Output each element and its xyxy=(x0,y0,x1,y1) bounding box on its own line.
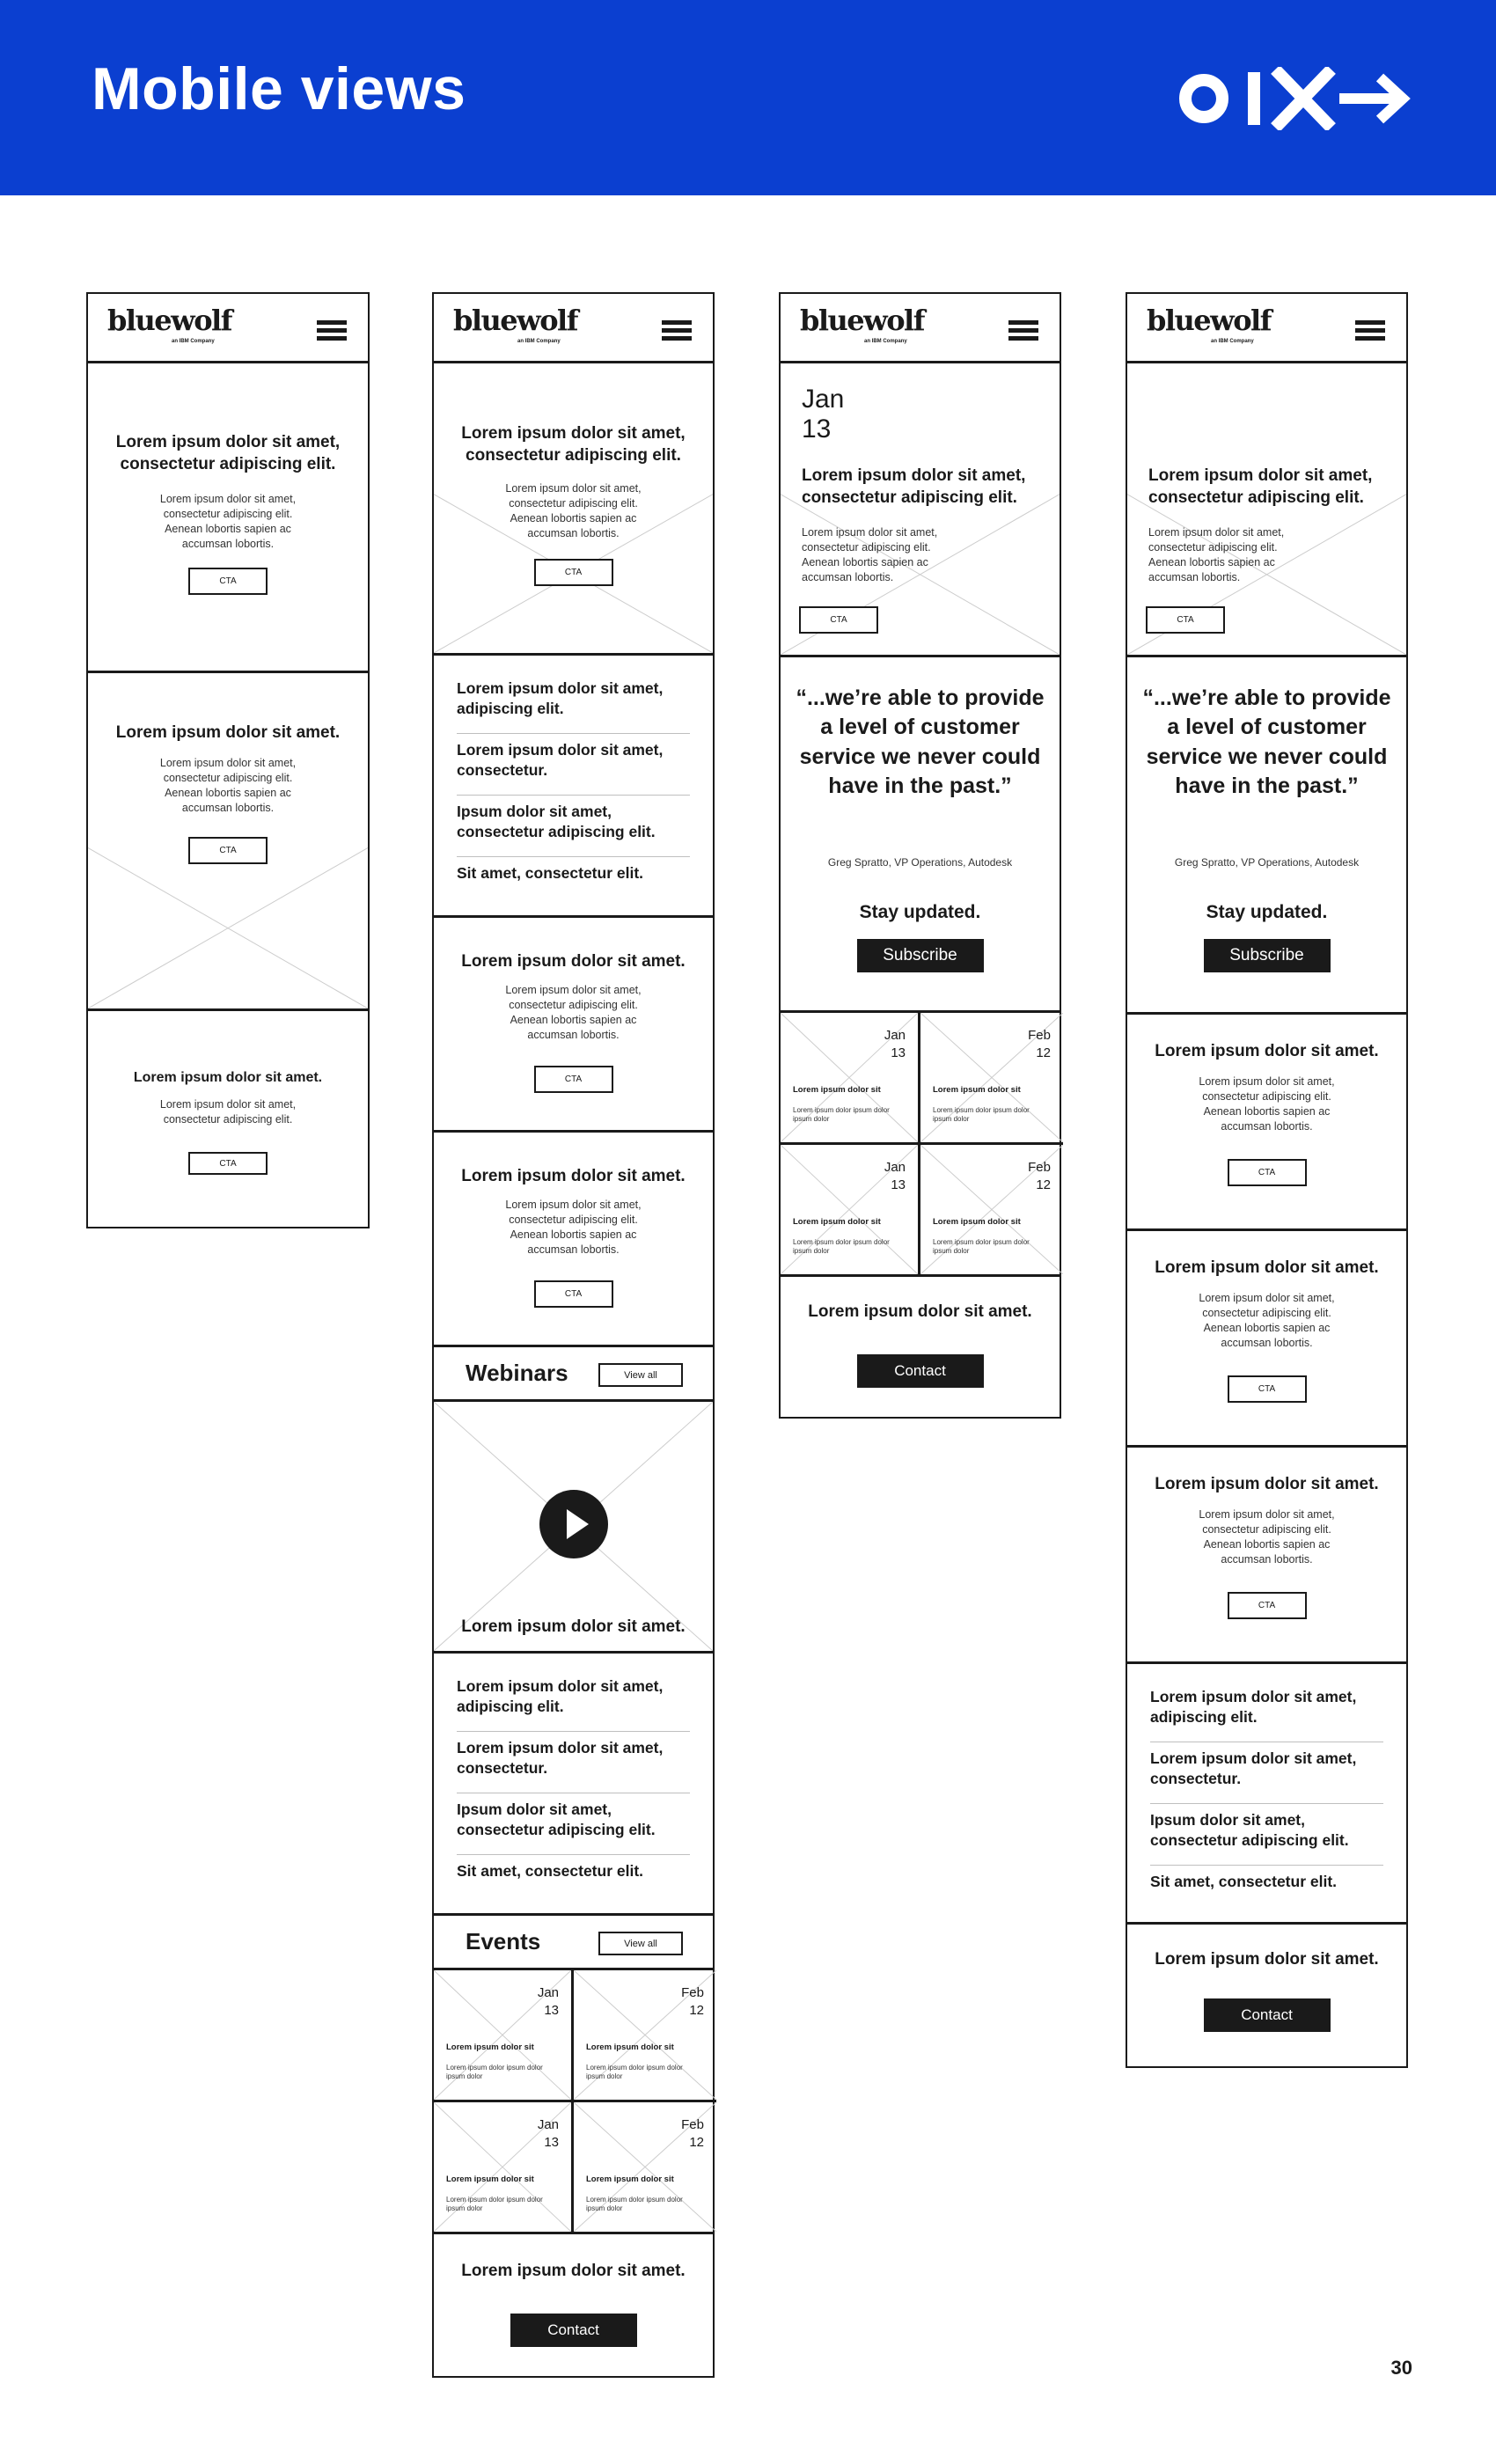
cta-button[interactable]: CTA xyxy=(534,1280,613,1308)
section-title: Lorem ipsum dolor sit amet. xyxy=(1155,1475,1379,1493)
hero-section xyxy=(781,361,1060,655)
section-title: Lorem ipsum dolor sit amet. xyxy=(115,723,341,742)
section-text: Lorem ipsum dolor sit amet, consectetur adipiscing elit. Aenean lobortis sapien ac accumsan lobortis. xyxy=(1199,1508,1335,1566)
brand-subtitle: an IBM Company xyxy=(1211,339,1254,344)
events-title: Events xyxy=(466,1928,541,1954)
cta-button[interactable]: CTA xyxy=(188,837,268,864)
nav-bar xyxy=(781,294,1060,361)
hero-text: Lorem ipsum dolor sit amet, consectetur adipiscing elit. Aenean lobortis sapien ac accumsan lobortis. xyxy=(159,493,297,550)
event-title: Lorem ipsum dolor sit xyxy=(446,2042,534,2052)
event-card[interactable] xyxy=(574,1970,716,2100)
list-item[interactable]: Ipsum dolor sit amet, consectetur adipiscing elit. xyxy=(457,1800,656,1838)
hero-section xyxy=(88,361,368,671)
hero-title: Lorem ipsum dolor sit amet, consectetur adipiscing elit. xyxy=(1148,466,1373,507)
cta-button[interactable]: CTA xyxy=(188,1152,268,1175)
event-subtitle: Lorem ipsum dolor ipsum dolor ipsum dolor xyxy=(933,1106,1030,1124)
page-title: Mobile views xyxy=(92,55,466,122)
mobile-view-2 xyxy=(432,292,715,2378)
brand-subtitle: an IBM Company xyxy=(517,339,561,344)
view-all-button[interactable]: View all xyxy=(598,1363,683,1387)
content-section xyxy=(434,1130,713,1345)
view-all-button[interactable]: View all xyxy=(598,1932,683,1955)
list-item[interactable]: Ipsum dolor sit amet, consectetur adipiscing elit. xyxy=(457,803,656,840)
event-date: Jan 13 xyxy=(802,385,845,444)
menu-icon[interactable] xyxy=(1008,320,1038,341)
list-item[interactable]: Sit amet, consectetur elit. xyxy=(457,864,644,882)
content-section xyxy=(88,1008,368,1230)
event-title: Lorem ipsum dolor sit xyxy=(793,1217,881,1227)
mobile-view-4 xyxy=(1126,292,1408,2068)
cta-button[interactable]: CTA xyxy=(799,606,878,634)
play-icon[interactable] xyxy=(539,1490,608,1558)
section-text: Lorem ipsum dolor sit amet, consectetur adipiscing elit. Aenean lobortis sapien ac accumsan lobortis. xyxy=(1199,1292,1335,1349)
mobile-view-1 xyxy=(86,292,370,1228)
section-text: Lorem ipsum dolor sit amet, consectetur adipiscing elit. Aenean lobortis sapien ac accumsan lobortis. xyxy=(505,1199,642,1256)
webinar-video xyxy=(434,1399,713,1651)
event-subtitle: Lorem ipsum dolor ipsum dolor ipsum dolor xyxy=(793,1106,890,1124)
subscribe-button[interactable]: Subscribe xyxy=(1204,939,1331,972)
cta-button[interactable]: CTA xyxy=(1228,1159,1307,1186)
page-header xyxy=(0,0,1496,195)
newsletter-title: Stay updated. xyxy=(859,902,981,922)
event-day: 12 xyxy=(689,2134,704,2150)
list-item[interactable]: Lorem ipsum dolor sit amet, adipiscing elit. xyxy=(1150,1688,1357,1726)
event-card[interactable] xyxy=(920,1013,1063,1142)
hero-text: Lorem ipsum dolor sit amet, consectetur adipiscing elit. Aenean lobortis sapien ac accumsan lobortis. xyxy=(1148,526,1285,583)
event-date xyxy=(538,1984,559,2019)
menu-icon[interactable] xyxy=(317,320,347,341)
cta-button[interactable]: CTA xyxy=(534,559,613,586)
subscribe-button[interactable]: Subscribe xyxy=(857,939,984,972)
event-subtitle: Lorem ipsum dolor ipsum dolor ipsum dolor xyxy=(446,2196,543,2213)
events-grid xyxy=(781,1010,1060,1274)
section-text: Lorem ipsum dolor sit amet, consectetur adipiscing elit. Aenean lobortis sapien ac accumsan lobortis. xyxy=(1199,1075,1335,1133)
event-card[interactable] xyxy=(574,2100,716,2232)
list-item[interactable]: Lorem ipsum dolor sit amet, adipiscing elit. xyxy=(457,1677,664,1715)
list-item[interactable]: Sit amet, consectetur elit. xyxy=(1150,1873,1338,1890)
content-section xyxy=(1127,1228,1406,1445)
section-title: Lorem ipsum dolor sit amet. xyxy=(461,952,686,971)
list-item[interactable]: Lorem ipsum dolor sit amet, consectetur. xyxy=(457,1739,664,1777)
hero-title: Lorem ipsum dolor sit amet, consectetur adipiscing elit. xyxy=(461,424,686,465)
divider xyxy=(457,1731,690,1732)
event-month: Jan xyxy=(884,1028,906,1043)
brand-logo: bluewolf xyxy=(453,304,577,337)
cta-button[interactable]: CTA xyxy=(534,1066,613,1093)
testimonial-author: Greg Spratto, VP Operations, Autodesk xyxy=(1174,856,1360,869)
content-section xyxy=(88,671,368,1008)
webinars-title: Webinars xyxy=(466,1360,568,1386)
events-grid xyxy=(434,1968,713,2232)
event-title: Lorem ipsum dolor sit xyxy=(446,2174,534,2184)
nav-bar xyxy=(1127,294,1406,361)
list-item[interactable]: Ipsum dolor sit amet, consectetur adipiscing elit. xyxy=(1150,1811,1349,1849)
event-date xyxy=(1028,1027,1051,1061)
event-title: Lorem ipsum dolor sit xyxy=(586,2042,674,2052)
event-date xyxy=(1028,1159,1051,1193)
divider xyxy=(457,733,690,734)
mobile-view-3 xyxy=(779,292,1061,1419)
section-title: Lorem ipsum dolor sit amet. xyxy=(461,1167,686,1185)
event-subtitle: Lorem ipsum dolor ipsum dolor ipsum dolor xyxy=(586,2196,683,2213)
contact-section xyxy=(781,1274,1060,1420)
link-list xyxy=(434,653,713,915)
event-date xyxy=(681,2116,704,2151)
section-title: Lorem ipsum dolor sit amet. xyxy=(133,1070,323,1085)
event-card[interactable] xyxy=(434,1970,574,2100)
webinars-header xyxy=(434,1345,713,1399)
event-card[interactable] xyxy=(781,1013,920,1142)
contact-section xyxy=(1127,1922,1406,2070)
oix-logo-icon xyxy=(1177,67,1415,130)
newsletter-title: Stay updated. xyxy=(1206,902,1328,922)
webinar-title: Lorem ipsum dolor sit amet. xyxy=(461,1617,686,1636)
section-text: Lorem ipsum dolor sit amet, consectetur adipiscing elit. Aenean lobortis sapien ac accumsan lobortis. xyxy=(505,984,642,1041)
divider xyxy=(1150,1803,1383,1804)
events-header xyxy=(434,1913,713,1968)
event-card[interactable] xyxy=(434,2100,574,2232)
event-month: Feb xyxy=(681,2117,704,2132)
nav-bar xyxy=(434,294,713,361)
event-month: Feb xyxy=(1028,1028,1051,1043)
divider xyxy=(1150,1865,1383,1866)
event-title: Lorem ipsum dolor sit xyxy=(793,1085,881,1095)
contact-button[interactable]: Contact xyxy=(510,2314,637,2347)
contact-title: Lorem ipsum dolor sit amet. xyxy=(1155,1950,1379,1969)
brand-logo: bluewolf xyxy=(1147,304,1271,337)
event-day: 12 xyxy=(689,2002,704,2018)
event-day: 13 xyxy=(544,2134,559,2150)
event-month: Jan xyxy=(537,1985,559,2000)
menu-icon[interactable] xyxy=(662,320,692,341)
event-month: Jan xyxy=(537,2117,559,2132)
list-item[interactable]: Lorem ipsum dolor sit amet, consectetur. xyxy=(1150,1749,1357,1787)
contact-section xyxy=(434,2232,713,2380)
event-subtitle: Lorem ipsum dolor ipsum dolor ipsum dolor xyxy=(586,2064,683,2081)
event-day: 13 xyxy=(544,2002,559,2018)
list-item[interactable]: Sit amet, consectetur elit. xyxy=(457,1862,644,1880)
contact-button[interactable]: Contact xyxy=(1204,1998,1331,2032)
event-title: Lorem ipsum dolor sit xyxy=(586,2174,674,2184)
brand-logo: bluewolf xyxy=(800,304,924,337)
page-number: 30 xyxy=(1390,2357,1412,2379)
event-date xyxy=(538,2116,559,2151)
event-card[interactable] xyxy=(920,1142,1063,1274)
testimonial-quote: “...we’re able to provide a level of customer service we never could have in the past.” xyxy=(1142,686,1391,798)
brand-logo: bluewolf xyxy=(107,304,231,337)
section-title: Lorem ipsum dolor sit amet. xyxy=(1155,1042,1379,1060)
link-list xyxy=(1127,1661,1406,1922)
testimonial-quote: “...we’re able to provide a level of customer service we never could have in the past.” xyxy=(796,686,1045,798)
event-day: 13 xyxy=(891,1177,906,1192)
cta-button[interactable]: CTA xyxy=(1228,1592,1307,1619)
event-subtitle: Lorem ipsum dolor ipsum dolor ipsum dolor xyxy=(446,2064,543,2081)
list-item[interactable]: Lorem ipsum dolor sit amet, adipiscing elit. xyxy=(457,679,664,717)
link-list xyxy=(434,1651,713,1913)
event-day: 13 xyxy=(891,1045,906,1060)
event-date xyxy=(884,1159,906,1193)
list-item[interactable]: Lorem ipsum dolor sit amet, consectetur. xyxy=(457,741,664,779)
event-date xyxy=(681,1984,704,2019)
cta-button[interactable]: CTA xyxy=(1228,1375,1307,1403)
event-month: Feb xyxy=(681,1985,704,2000)
event-subtitle: Lorem ipsum dolor ipsum dolor ipsum dolor xyxy=(933,1238,1030,1256)
section-title: Lorem ipsum dolor sit amet. xyxy=(1155,1258,1379,1277)
cta-button[interactable]: CTA xyxy=(188,568,268,595)
brand-subtitle: an IBM Company xyxy=(864,339,907,344)
cta-button[interactable]: CTA xyxy=(1146,606,1225,634)
divider xyxy=(457,795,690,796)
event-month: Jan xyxy=(884,1160,906,1175)
hero-text: Lorem ipsum dolor sit amet, consectetur adipiscing elit. Aenean lobortis sapien ac accumsan lobortis. xyxy=(505,482,642,539)
divider xyxy=(457,1854,690,1855)
contact-title: Lorem ipsum dolor sit amet. xyxy=(461,2262,686,2280)
divider xyxy=(457,856,690,857)
hero-section xyxy=(1127,361,1406,655)
contact-button[interactable]: Contact xyxy=(857,1354,984,1388)
testimonial-author: Greg Spratto, VP Operations, Autodesk xyxy=(827,856,1013,869)
contact-title: Lorem ipsum dolor sit amet. xyxy=(808,1302,1032,1321)
content-section xyxy=(1127,1012,1406,1228)
hero-section xyxy=(434,361,713,653)
section-text: Lorem ipsum dolor sit amet, consectetur adipiscing elit. xyxy=(159,1098,297,1126)
event-title: Lorem ipsum dolor sit xyxy=(933,1085,1021,1095)
event-card[interactable] xyxy=(781,1142,920,1274)
event-day: 12 xyxy=(1036,1177,1051,1192)
hero-title: Lorem ipsum dolor sit amet, consectetur adipiscing elit. xyxy=(115,433,341,473)
content-section xyxy=(1127,1445,1406,1661)
hero-title: Lorem ipsum dolor sit amet, consectetur adipiscing elit. xyxy=(802,466,1026,507)
testimonial-section xyxy=(1127,655,1406,1012)
event-subtitle: Lorem ipsum dolor ipsum dolor ipsum dolor xyxy=(793,1238,890,1256)
content-section xyxy=(434,915,713,1130)
event-title: Lorem ipsum dolor sit xyxy=(933,1217,1021,1227)
event-month: Feb xyxy=(1028,1160,1051,1175)
nav-bar xyxy=(88,294,368,361)
section-text: Lorem ipsum dolor sit amet, consectetur adipiscing elit. Aenean lobortis sapien ac accumsan lobortis. xyxy=(159,757,297,814)
event-day: 12 xyxy=(1036,1045,1051,1060)
event-date xyxy=(884,1027,906,1061)
hero-text: Lorem ipsum dolor sit amet, consectetur adipiscing elit. Aenean lobortis sapien ac accumsan lobortis. xyxy=(802,526,938,583)
brand-subtitle: an IBM Company xyxy=(172,339,215,344)
testimonial-section xyxy=(781,655,1060,1010)
menu-icon[interactable] xyxy=(1355,320,1385,341)
